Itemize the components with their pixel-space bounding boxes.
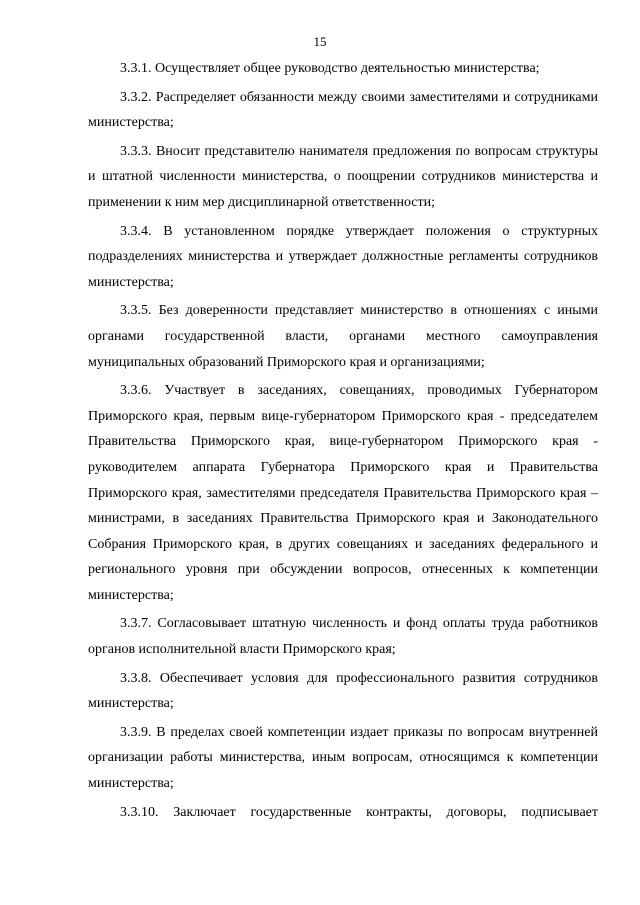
clause-3-3-8: 3.3.8. Обеспечивает условия для профессионального развития сотрудников министерства; <box>88 670 598 712</box>
page-number: 15 <box>313 34 327 49</box>
clause-3-3-5: 3.3.5. Без доверенности представляет министерство в отношениях с иными органами государственной власти, органами местного самоуправления муниципальных образований Приморского края и организациями; <box>88 303 598 370</box>
clause-3-3-2: 3.3.2. Распределяет обязанности между своими заместителями и сотрудниками министерства; <box>88 89 598 131</box>
clause-3-3-6: 3.3.6. Участвует в заседаниях, совещаниях, проводимых Губернатором Приморского края, первым вице-губернатором Приморского края - председателем Правительства Приморского края, вице-губернатором Приморского края - руководителем аппарата Губернатора Приморского края и Правительства Приморского края, заместителями председателя Правительства Приморского края – министрами, в заседаниях Правительства Приморского края и Законодательного Собрания Приморского края, в других совещаниях и заседаниях федерального и регионального уровня при обсуждении вопросов, отнесенных к компетенции министерства; <box>88 383 598 603</box>
clause-3-3-7: 3.3.7. Согласовывает штатную численность и фонд оплаты труда работников органов исполнительной власти Приморского края; <box>88 616 598 658</box>
clause-3-3-3: 3.3.3. Вносит представителю нанимателя предложения по вопросам структуры и штатной численности министерства, о поощрении сотрудников министерства и применении к ним мер дисциплинарной ответственности; <box>88 143 598 210</box>
clause-3-3-10: 3.3.10. Заключает государственные контракты, договоры, подписывает <box>120 804 598 820</box>
clause-3-3-9: 3.3.9. В пределах своей компетенции издает приказы по вопросам внутренней организации работы министерства, иным вопросам, относящимся к компетенции министерства; <box>88 724 598 792</box>
clause-3-3-4: 3.3.4. В установленном порядке утверждает положения о структурных подразделениях министерства и утверждает должностные регламенты сотрудников министерства; <box>88 223 598 290</box>
document-body <box>88 56 598 828</box>
clause-3-3-1: 3.3.1. Осуществляет общее руководство деятельностью министерства; <box>120 61 540 76</box>
